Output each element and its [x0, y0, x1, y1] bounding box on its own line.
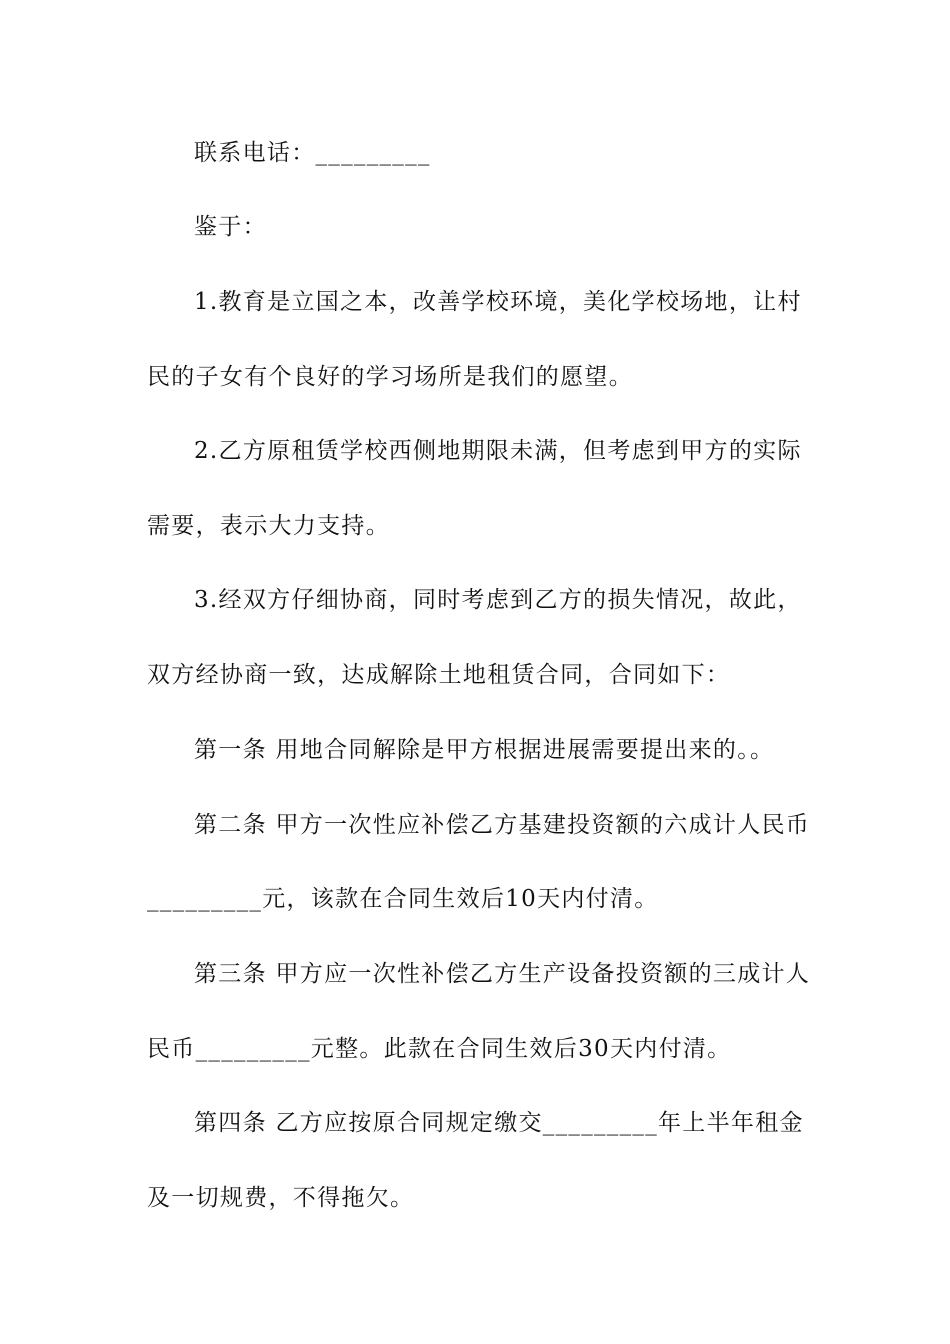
recital-1-line-1: 1.教育是立国之本，改善学校环境，美化学校场地，让村: [194, 289, 802, 315]
whereas-heading: 鉴于：: [194, 214, 267, 240]
article-4-line-1: 第四条 乙方应按原合同规定缴交_________年上半年租金: [194, 1110, 804, 1136]
article-3-line-1: 第三条 甲方应一次性补偿乙方生产设备投资额的三成计人: [194, 961, 811, 987]
article-3-line-2: 民币_________元整。此款在合同生效后30天内付清。: [147, 1036, 732, 1062]
article-4-line-2: 及一切规费，不得拖欠。: [147, 1185, 415, 1211]
contact-phone-line: 联系电话：_________: [194, 140, 431, 166]
recital-2-line-2: 需要，表示大力支持。: [147, 513, 390, 539]
recital-3-line-2: 双方经协商一致，达成解除土地租赁合同，合同如下：: [147, 662, 731, 688]
article-2-line-1: 第二条 甲方一次性应补偿乙方基建投资额的六成计人民币: [194, 812, 811, 838]
article-2-line-2: _________元，该款在合同生效后10天内付清。: [147, 886, 659, 912]
recital-3-line-1: 3.经双方仔细协商，同时考虑到乙方的损失情况，故此，: [194, 587, 802, 613]
recital-2-line-1: 2.乙方原租赁学校西侧地期限未满，但考虑到甲方的实际: [194, 438, 802, 464]
article-1-line-1: 第一条 用地合同解除是甲方根据进展需要提出来的。。: [194, 737, 775, 763]
recital-1-line-2: 民的子女有个良好的学习场所是我们的愿望。: [147, 364, 633, 390]
